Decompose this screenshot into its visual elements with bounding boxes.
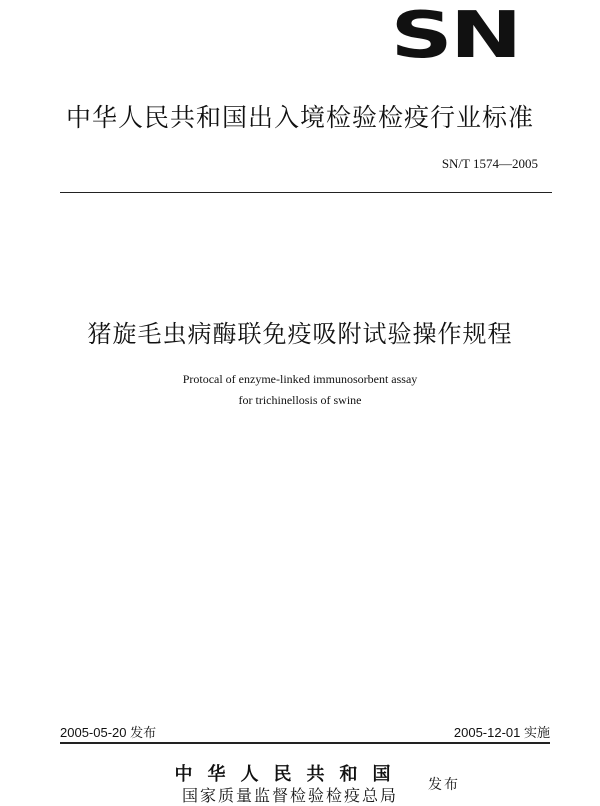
english-title-line-2: for trichinellosis of swine <box>238 393 362 407</box>
standard-code: SN/T 1574—2005 <box>441 156 538 171</box>
header-divider <box>60 192 552 193</box>
english-title-line-1: Protocal of enzyme-linked immunosorbent assay <box>182 372 418 386</box>
footer-divider <box>60 742 550 744</box>
sn-logo: SN <box>390 0 520 73</box>
effective-date: 2005-12-01 实施 <box>453 725 550 740</box>
document-title-chinese: 猪旋毛虫病酶联免疫吸附试验操作规程 <box>87 320 513 348</box>
publish-label: 发布 <box>428 777 460 793</box>
organization-title: 中华人民共和国出入境检验检疫行业标准 <box>65 103 534 132</box>
issue-date: 2005-05-20 发布 <box>60 725 157 740</box>
document-title-english <box>0 369 600 411</box>
issuing-authority <box>150 764 430 806</box>
issuer-line-1: 中华人民共和国 <box>174 764 406 785</box>
issuer-line-2: 国家质量监督检验检疫总局 <box>181 786 398 805</box>
